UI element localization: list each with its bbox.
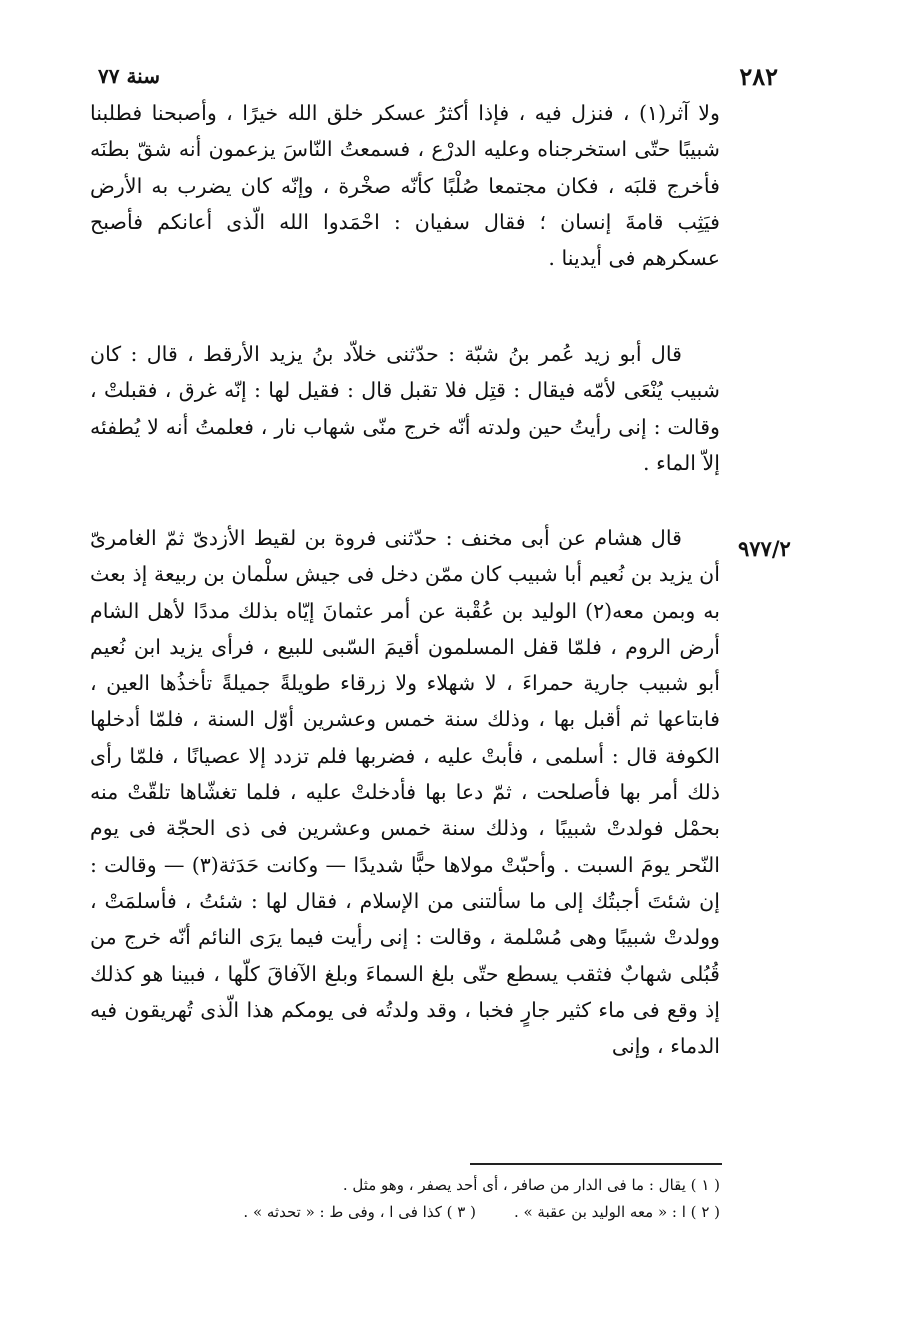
paragraph-text: قال هشام عن أبى مخنف : حدّثنى فروة بن لقيط الأزدىّ ثمّ الغامرىّ أن يزيد بن نُعيم أبا شبيب كان ممّن دخل فى جيش سلْمان بن ربيعة إذ بعث به وبمن معه(٢) الوليد بن عُقْبة عن أمر عثمانَ إيّاه بذلك مددًا لأهل الشام أرض الروم ، فلمّا قفل المسلمون أقيمَ السّبى للبيع ، فرأى يزيد ابن نُعيم أبو شبيب جارية حمراءَ ، لا شهلاء ولا زرقاء طويلةً جميلةً تأخذُها العين ، فابتاعها ثم أقبل بها ، وذلك سنة خمس وعشرين أوّل السنة ، فلمّا أدخلها الكوفة قال : أسلمى ، فأبتْ عليه ، فضربها فلم تزدد إلا عصيانًا ، فلمّا رأى ذلك أمر بها فأصلحت ، ثمّ دعا بها فأدخلتْ عليه ، فلما تغشّاها تلقّتْ منه بحمْل فولدتْ شبيبًا ، وذلك سنة خمس وعشرين فى ذى الحجّة فى يوم النّحر يومَ السبت . وأحبّتْ مولاها حبًّا شديدًا — وكانت حَدَثة(٣) — وقالت : إن شئتَ أجبتُك إلى ما سألتنى من الإسلام ، فقال لها : شئتُ ، فأسلمَتْ ، وولدتْ شبيبًا وهى مُسْلمة ، وقالت : إنى رأيت فيما يرَى النائم أنّه خرج من قُبُلى شهابٌ فثقب يسطع حتّى بلغ السماءَ وبلغ الآفاقَ كلّها ، فبينا هو كذلك إذ وقع فى ماء كثير جارٍ فخبا ، وقد ولدتُه فى يومكم هذا الّذى تُهريقون فيه الدماء ، وإنى bbox=[90, 526, 721, 1059]
paragraph-text: قال أبو زيد عُمر بنُ شبّة : حدّثنى خلاّد بنُ يزيد الأرقط ، قال : كان شبيب يُنْعَى لأمّه فيقال : قتِل فلا تقبل قال : فقيل لها : إنّه غرق ، فقبلتْ ، وقالت : إنى رأيتُ حين ولدته أنّه خرج منّى شهاب نار ، فعلمتُ أنه لا يُطفئه إلاّ الماء . bbox=[90, 342, 720, 475]
footnote-3: ( ٣ ) كذا فى ا ، وفى ط : « تحدثه » . bbox=[243, 1203, 476, 1221]
page-number: ٢٨٢ bbox=[739, 61, 778, 91]
page-header bbox=[98, 58, 778, 94]
footnote-row bbox=[100, 1199, 720, 1226]
year-label: سنة ٧٧ bbox=[98, 64, 160, 88]
paragraph-3 bbox=[90, 520, 720, 1064]
footnote-1: ( ١ ) يقال : ما فى الدار من صافر ، أى أحد يصفر ، وهو مثل . bbox=[342, 1176, 720, 1194]
paragraph-text: ولا آثر(١) ، فنزل فيه ، فإذا أكثرُ عسكر خلق الله خيرًا ، وأصبحنا فطلبنا شبيبًا حتّى استخرجناه وعليه الدرْع ، فسمعتُ النّاسَ يزعمون أنه شقّ بطنَه فأخرج قلبَه ، فكان مجتمعا صُلْبًا كأنّه صخْرة ، وإنّه كان يضرب به الأرض فيَثِب قامةَ إنسان ؛ فقال سفيان : احْمَدوا الله الّذى أعانكم فأصبح عسكرهم فى أيدينا . bbox=[90, 101, 720, 271]
paragraph-1 bbox=[90, 95, 720, 276]
footnote-2: ( ٢ ) ا : « معه الوليد بن عقبة » . bbox=[513, 1203, 720, 1221]
footnote-divider bbox=[470, 1163, 722, 1165]
footnotes bbox=[100, 1172, 720, 1226]
paragraph-2 bbox=[90, 336, 720, 481]
margin-reference: ٩٧٧/٢ bbox=[738, 536, 791, 561]
